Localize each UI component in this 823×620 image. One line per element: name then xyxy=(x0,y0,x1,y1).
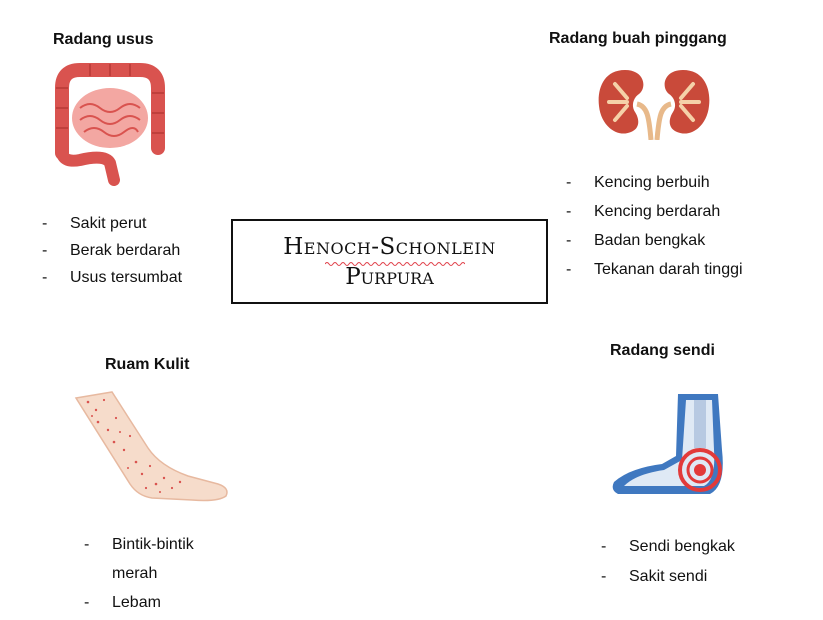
list-item: - Badan bengkak xyxy=(566,232,706,249)
intestine-heading: Radang usus xyxy=(53,31,154,48)
list-item: - Kencing berdarah xyxy=(566,203,721,220)
list-item: - Kencing berbuih xyxy=(566,174,710,191)
title-box xyxy=(231,219,548,304)
title-line-2: Purpura xyxy=(345,263,434,290)
list-item: - Berak berdarah xyxy=(42,242,181,259)
title-line-1: Henoch-Schonlein xyxy=(283,233,496,260)
kidney-symptom-list xyxy=(566,168,743,284)
joint-heading: Radang sendi xyxy=(610,342,715,359)
kidney-heading: Radang buah pinggang xyxy=(549,30,727,47)
list-item: - Usus tersumbat xyxy=(42,269,183,286)
list-item: merah xyxy=(112,565,158,582)
list-item: - Bintik-bintik xyxy=(84,536,194,553)
joint-illustration xyxy=(606,390,732,500)
skin-heading: Ruam Kulit xyxy=(105,356,190,373)
joint-symptom-list xyxy=(601,532,735,592)
list-item: - Sakit perut xyxy=(42,215,147,232)
list-item: - Lebam xyxy=(84,594,161,611)
list-item: - Sendi bengkak xyxy=(601,538,735,555)
list-item: - Tekanan darah tinggi xyxy=(566,261,743,278)
skin-illustration xyxy=(68,388,234,508)
ankle-joint-icon xyxy=(606,390,732,500)
leg-rash-icon xyxy=(68,388,234,508)
intestine-illustration xyxy=(50,58,170,186)
list-item: - Sakit sendi xyxy=(601,568,708,585)
kidney-icon xyxy=(595,66,713,140)
intestine-symptom-list xyxy=(42,210,182,291)
intestine-icon xyxy=(50,58,170,186)
skin-symptom-list xyxy=(84,530,194,617)
kidney-illustration xyxy=(595,66,713,140)
spellcheck-underline xyxy=(325,261,465,267)
